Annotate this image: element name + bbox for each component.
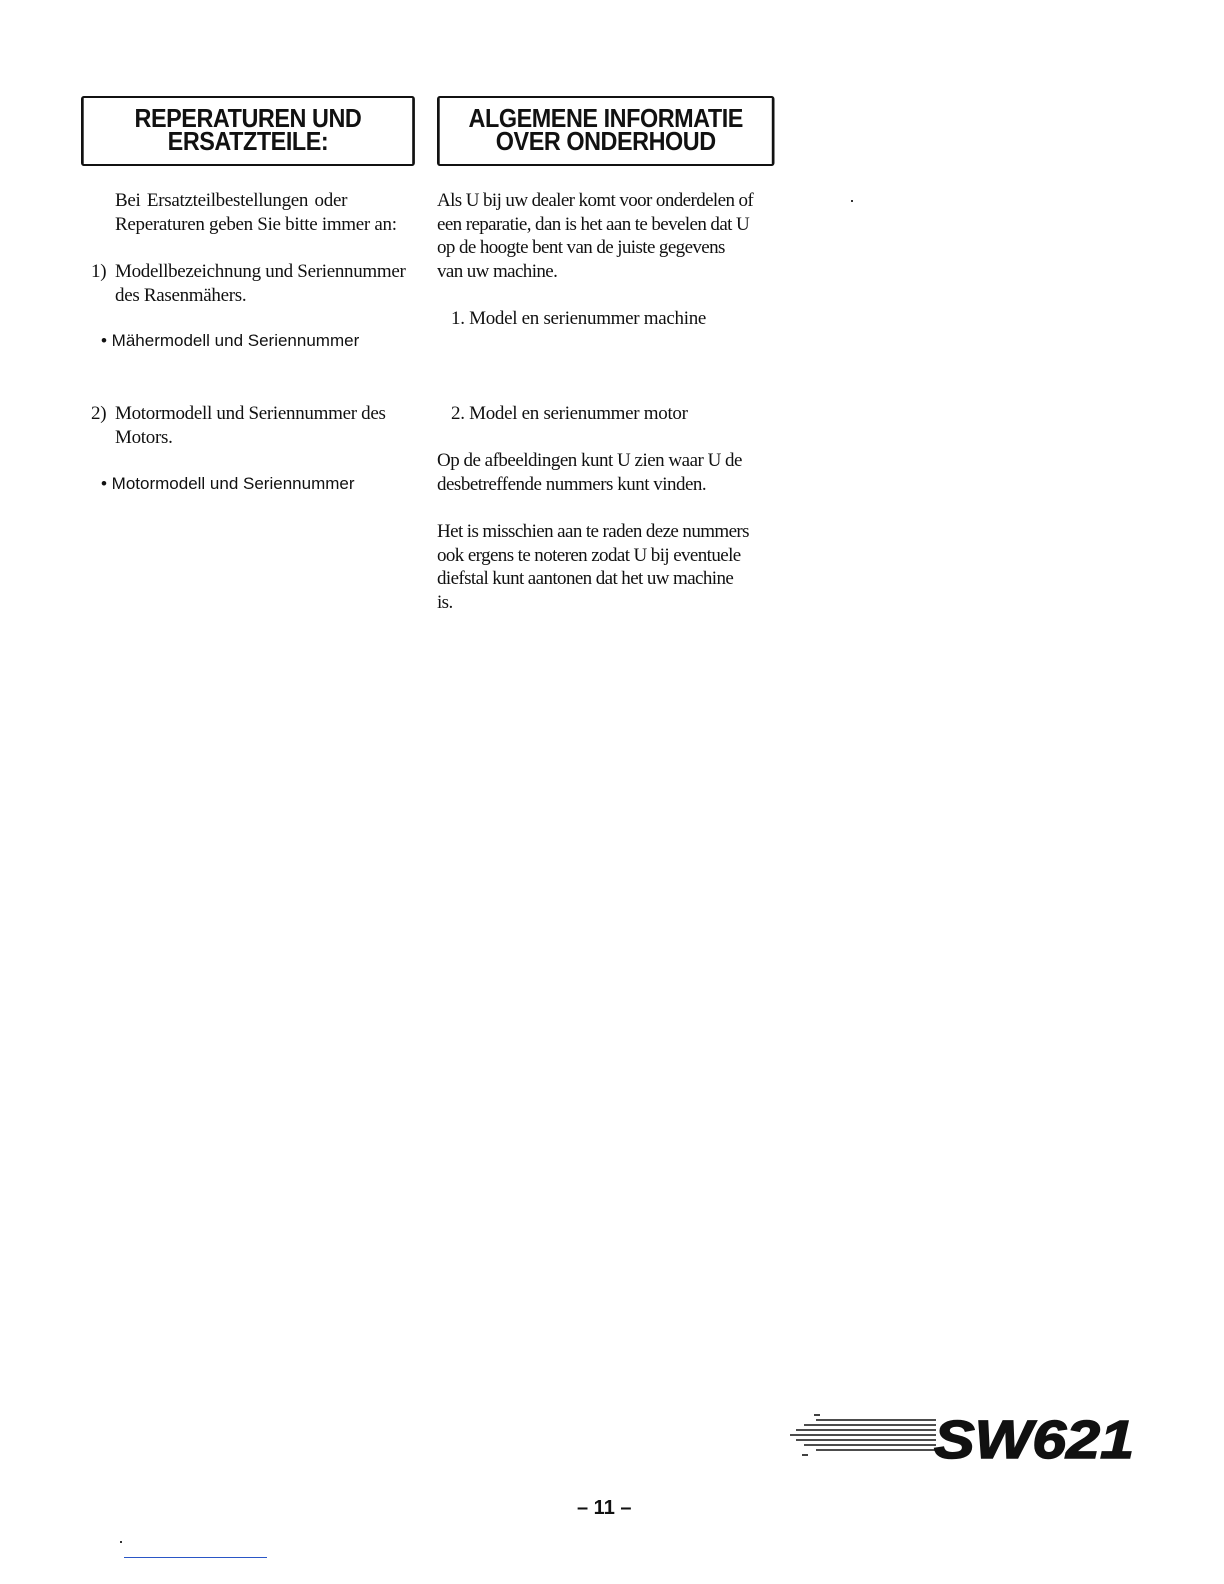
heading-line-1: REPERATUREN UND [134, 103, 362, 133]
text-line: Als U bij uw dealer komt voor onderdelen of [437, 190, 754, 211]
heading-algemene-informatie [437, 96, 775, 166]
left-bullet-2: • Motormodell und Seriennummer [101, 474, 355, 493]
sw621-logo [786, 1400, 1142, 1472]
text-line: Modellbezeichnung und Seriennummer [115, 261, 406, 282]
text-line: Reperaturen geben Sie bitte immer an: [115, 213, 397, 235]
left-item-1-number: 1) [91, 261, 107, 282]
right-para-3 [437, 520, 749, 614]
right-para-2 [437, 449, 742, 496]
text-line: diefstal kunt aantonen dat het uw machine [437, 568, 734, 589]
heading-line-2: OVER ONDERHOUD [495, 126, 716, 156]
left-intro [115, 189, 397, 236]
left-item-1-text [115, 260, 406, 307]
text-line: desbetreffende nummers kunt vinden. [437, 473, 707, 495]
right-item-2: 2. Model en serienummer motor [451, 403, 688, 424]
logo-text: SW621 [934, 1410, 1134, 1470]
heading-line-2: ERSATZTEILE: [167, 126, 329, 156]
heading-line-1: ALGEMENE INFORMATIE [468, 103, 743, 133]
text-line: ook ergens te noteren zodat U bij eventuele [437, 544, 741, 566]
heading-reperaturen [81, 96, 415, 166]
text-line: Het is misschien aan te raden deze nummers [437, 521, 749, 542]
right-item-1: 1. Model en serienummer machine [451, 308, 707, 329]
text-line: Op de afbeeldingen kunt U zien waar U de [437, 450, 742, 471]
text-line: Motors. [115, 426, 173, 448]
page-number: – 11 – [577, 1497, 632, 1519]
speck [120, 1541, 122, 1543]
text-line: Motormodell und Seriennummer des [115, 403, 386, 424]
text-line: des Rasenmähers. [115, 284, 247, 306]
left-bullet-1: • Mähermodell und Seriennummer [101, 331, 360, 350]
right-intro [437, 189, 753, 283]
speck [851, 200, 853, 202]
bottom-rule [124, 1557, 267, 1558]
text-line: is. [437, 591, 453, 613]
text-line: van uw machine. [437, 260, 558, 282]
text-line: Bei Ersatzteilbestellungen oder [115, 190, 348, 211]
left-item-2-number: 2) [91, 403, 107, 424]
text-line: op de hoogte bent van de juiste gegevens [437, 237, 725, 258]
text-line: een reparatie, dan is het aan te bevelen dat U [437, 213, 750, 235]
left-item-2-text [115, 402, 386, 449]
